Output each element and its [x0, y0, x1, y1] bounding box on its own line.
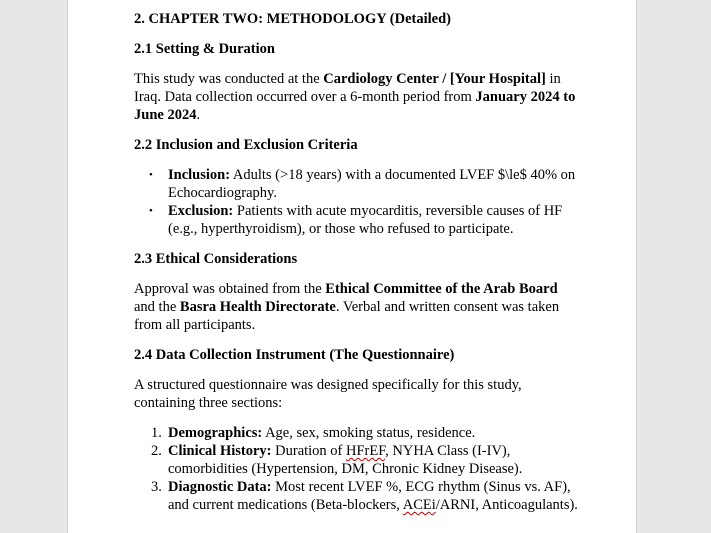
item-label: Exclusion: [168, 203, 234, 219]
bold-run: Ethical Committee of the Arab Board [325, 281, 558, 297]
sections-list [134, 424, 580, 514]
text-run: This study was conducted at the [134, 71, 324, 87]
paragraph-setting [134, 70, 580, 124]
chapter-heading: 2. CHAPTER TWO: METHODOLOGY (Detailed) [134, 11, 451, 27]
text-run: in Iraq. Data collection occurred over a 6-month period from [134, 71, 561, 105]
text-run: . Verbal and written consent was taken from all participants. [134, 299, 560, 333]
section-heading-2-4: 2.4 Data Collection Instrument (The Questionnaire) [134, 347, 455, 363]
item-number: 3. [151, 479, 162, 495]
item-text: Age, sex, smoking status, residence. [262, 425, 476, 441]
item-text: , NYHA Class (I-IV), comorbidities (Hypertension, DM, Chronic Kidney Disease). [168, 443, 523, 477]
text-run: Approval was obtained from the [134, 281, 326, 297]
item-label: Inclusion: [168, 167, 231, 183]
item-number: 2. [151, 443, 162, 459]
section-heading-2-1: 2.1 Setting & Duration [134, 41, 275, 57]
item-label: Demographics: [168, 425, 263, 441]
item-label: Clinical History: [168, 443, 272, 459]
text-run: . [196, 107, 201, 123]
list-item [134, 442, 580, 478]
item-text: Adults (>18 years) with a documented LVEF $\le$ 40% on Echocardiography. [168, 167, 576, 201]
section-heading-2-2: 2.2 Inclusion and Exclusion Criteria [134, 137, 358, 153]
item-text: Duration of [271, 443, 347, 459]
spellcheck-flagged-word[interactable]: HFrEF [346, 443, 386, 459]
list-item [134, 166, 580, 202]
section-heading-2-3: 2.3 Ethical Considerations [134, 251, 298, 267]
item-label: Diagnostic Data: [168, 479, 272, 495]
spellcheck-flagged-word[interactable]: ACEi [402, 497, 436, 513]
bold-run: January 2024 to June 2024 [134, 89, 576, 123]
paragraph-questionnaire-intro: A structured questionnaire was designed specifically for this study, containing three sections: [134, 377, 522, 411]
list-item [134, 424, 580, 442]
text-run: and the [134, 299, 180, 315]
document-page [67, 0, 637, 533]
item-text: /ARNI, Anticoagulants). [435, 497, 578, 513]
item-text: Most recent LVEF %, ECG rhythm (Sinus vs. AF), and current medications (Beta-blockers, [168, 479, 571, 513]
criteria-list [134, 166, 580, 238]
bullet-icon: • [149, 205, 153, 217]
item-text: Patients with acute myocarditis, reversible causes of HF (e.g., hyperthyroidism), or those who refused to participate. [168, 203, 563, 237]
paragraph-ethics [134, 280, 580, 334]
list-item [134, 202, 580, 238]
bullet-icon: • [149, 169, 153, 181]
bold-run: Basra Health Directorate [179, 299, 336, 315]
bold-run: Cardiology Center / [Your Hospital] [323, 71, 546, 87]
item-number: 1. [151, 425, 162, 441]
document-body[interactable] [134, 10, 580, 514]
list-item [134, 478, 580, 514]
